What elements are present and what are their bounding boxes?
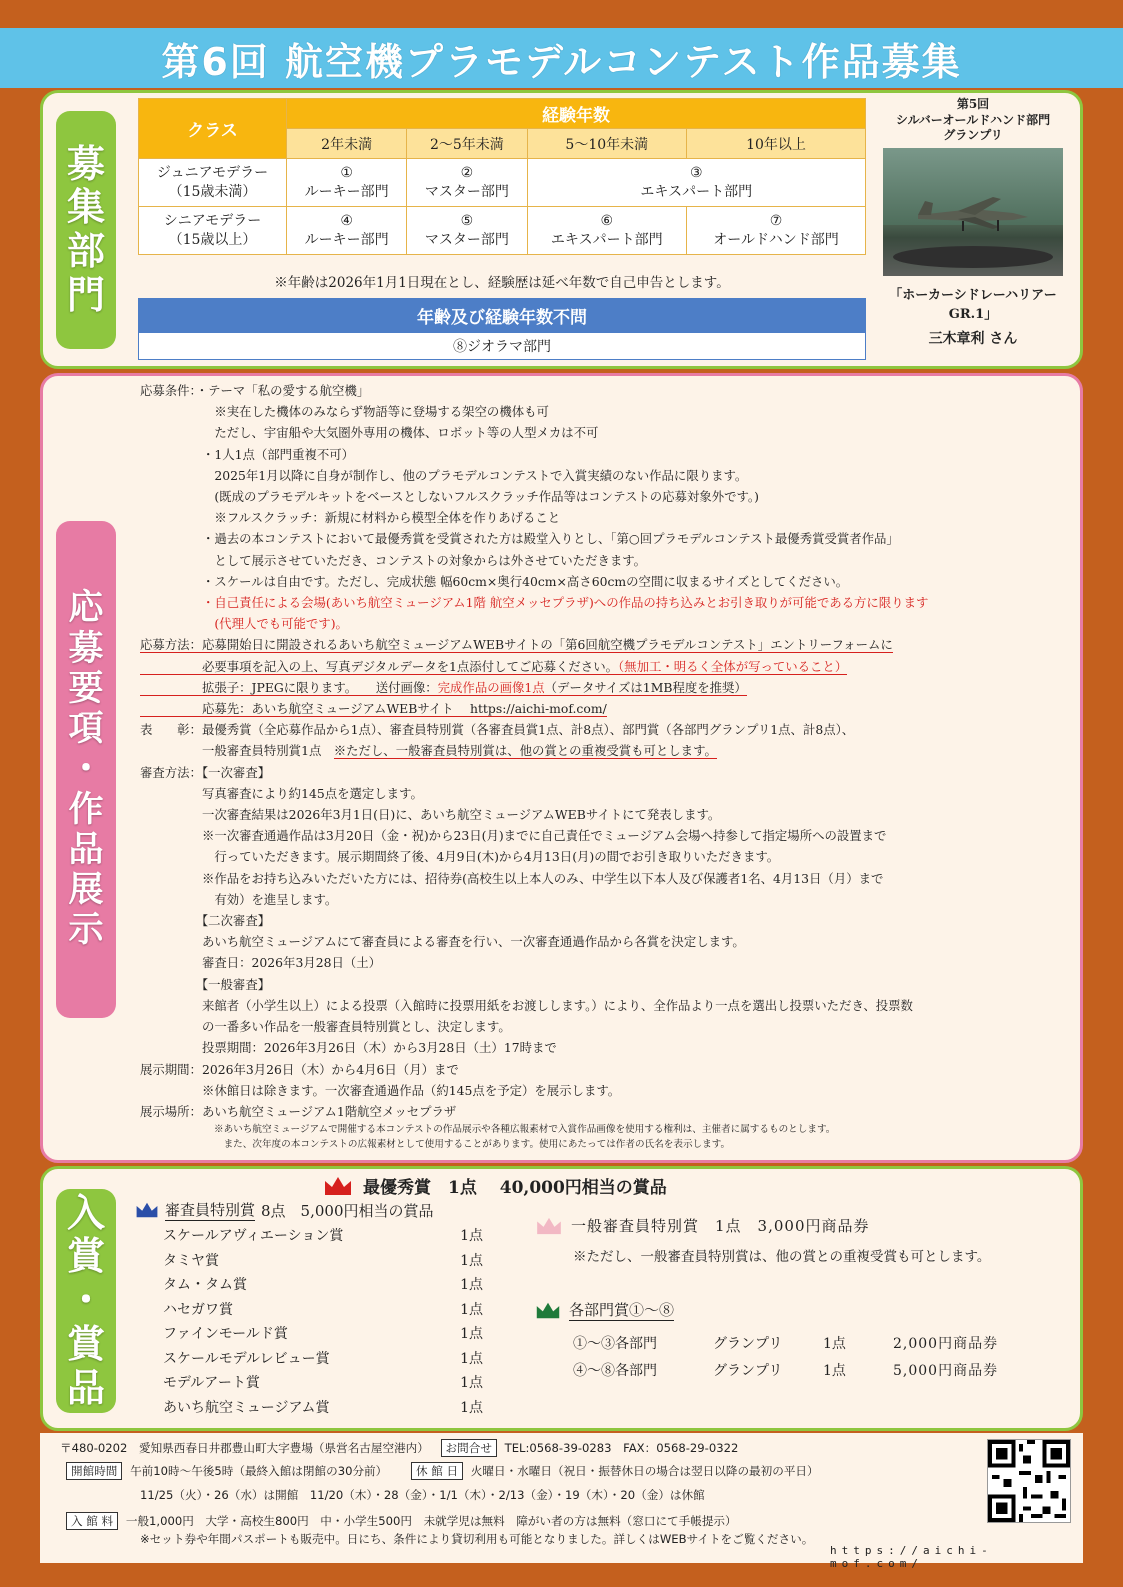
section-label-requirements: 応 募 要 項 ・ 作 品 展 示 [56,521,116,1018]
judging-line: 審査日：2026年3月28日（土） [140,955,382,971]
general-award: 一般審査員特別賞 1点 3,000円商品券 [535,1215,870,1236]
winner-model-photo [883,148,1063,276]
method-line: 拡張子：JPEGに限ります。 送付画像：完成作品の画像1点（データサイズは1MB程度を推奨） [140,679,747,695]
requirements-text [140,380,1075,1152]
award-line: 一般審査員特別賞1点 ※ただし、一般審査員特別賞は、他の賞との重複受賞も可とします。 [140,743,717,759]
previous-winner: 第5回 シルバーオールドハンド部門 グランプリ 「ホーカーシドレーハリアーGR.1」 三木章利 さん [873,97,1073,348]
footer-fee-note: ※セット券や年間パスポートも販売中。日にち、条件により貸切利用も可能となりました。詳しくはWEBサイトをご覧ください。 [140,1532,814,1546]
rights-note: ※あいち航空ミュージアムで開催する本コンテストの作品展示や各種広報素材で入賞作品画像を使用する権利は、主催者に属するものとします。 [214,1124,836,1136]
footer [40,1433,1083,1570]
category-rookie-senior: ④ ルーキー部門 [287,207,407,255]
winner-name: 三木章利 さん [928,330,1018,347]
method-line: 応募方法：応募開始日に開設されるあいち航空ミュージアムWEBサイトの「第6回航空機プラモデルコンテスト」エントリーフォームに [140,637,893,653]
general-award-note: ※ただし、一般審査員特別賞は、他の賞との重複受賞も可とします。 [573,1249,991,1265]
jet-model-icon [913,193,1033,233]
req-line: ※フルスクラッチ：新規に材料から模型全体を作りあげること [140,510,561,526]
qr-code-icon[interactable] [987,1439,1071,1523]
diorama-header: 年齢及び経験年数不問 [138,298,866,332]
judging-line: 来館者（小学生以上）による投票（入館時に投票用紙をお渡しします。）により、全作品より一点を選出し投票いただき、投票数 [140,997,913,1013]
judging-line: 投票期間：2026年3月26日（木）から3月28日（土）17時まで [140,1040,557,1056]
table-row: ④～⑧各部門 グランプリ 1点 5,000円商品券 [573,1362,999,1379]
awards-panel [40,1166,1083,1431]
judging-line: 有効）を進呈します。 [140,891,338,907]
list-item: ファインモールド賞 1点 [163,1326,483,1343]
req-line-red: ・自己責任による会場(あいち航空ミュージアム1階 航空メッセプラザ)への作品の持ち込みとお引き取りが可能である方に限ります [140,595,929,611]
section-label-awards: 入 賞 ・ 賞 品 [56,1189,116,1413]
judging-line: 【一般審査】 [140,976,271,992]
judging-line: 写真審査により約145点を選定します。 [140,785,423,801]
crown-icon-green [535,1301,561,1320]
contact-info: TEL:0568-39-0283 FAX：0568-29-0322 [504,1441,739,1455]
section-label-categories: 募 集 部 門 [56,111,116,349]
judging-line: の一番多い作品を一般審査員特別賞とし、決定します。 [140,1019,511,1035]
category-master-senior: ⑤ マスター部門 [407,207,527,255]
exhibit-line: 展示期間：2026年3月26日（木）から4月6日（月）まで [140,1061,459,1077]
list-item: モデルアート賞 1点 [163,1375,483,1392]
exp-col: 2～5年未満 [407,129,527,159]
category-oldhand-senior: ⑦ オールドハンド部門 [687,207,866,255]
footer-url[interactable]: https://aichi-mof.com/ [830,1544,993,1570]
age-note: ※年齢は2026年1月1日現在とし、経験歴は延べ年数で自己申告とします。 [274,275,730,291]
exhibit-line: ※休館日は除きます。一次審査通過作品（約145点を予定）を展示します。 [140,1082,621,1098]
list-item: スケールモデルレビュー賞 1点 [163,1350,483,1367]
footer-address-line: 〒480-0202 愛知県西春日井郡豊山町大字豊場（県営名古屋空港内） お問合せ TEL:0568-39-0283 FAX：0568-29-0322 [60,1441,739,1455]
category-rookie-junior: ① ルーキー部門 [287,159,407,207]
exp-col: 5～10年未満 [527,129,687,159]
department-award-header: 各部門賞①～⑧ [535,1299,674,1321]
judge-award-list [163,1223,483,1419]
judge-award-header: 審査員特別賞 8点 5,000円相当の賞品 [135,1199,434,1221]
list-item: ハセガワ賞 1点 [163,1301,483,1318]
judging-line: あいち航空ミュージアムにて審査員による審査を行い、一次審査通過作品から各賞を決定します。 [140,934,745,950]
req-line: 応募条件：・テーマ「私の愛する航空機」 [140,383,370,398]
judging-line: 一次審査結果は2026年3月1日(日)に、あいち航空ミュージアムWEBサイトにて発表します。 [140,807,721,823]
judging-line: 審査方法：【一次審査】 [140,764,271,780]
exhibit-line: 展示場所：あいち航空ミュージアム1階航空メッセプラザ [140,1103,457,1119]
req-line: ※実在した機体のみならず物語等に登場する架空の機体も可 [140,404,549,420]
req-line: ・スケールは自由です。ただし、完成状態 幅60cm×奥行40cm×高さ60cmの空間に収まるサイズとしてください。 [140,573,849,589]
category-master-junior: ② マスター部門 [407,159,527,207]
method-line: 必要事項を記入の上、写真デジタルデータを1点添付してご応募ください。（無加工・明るく全体が写っていること） [140,658,848,674]
judging-line: ※作品をお持ち込みいただいた方には、招待券(高校生以上本人のみ、中学生以下本人及び保護者1名、4月13日（月）まで [140,870,884,886]
exp-col: 10年以上 [687,129,866,159]
method-line [140,698,1075,719]
award-line: 表 彰：最優秀賞（全応募作品から1点）、審査員特別賞（各審査員賞1点、計8点）、部門賞（各部門グランプリ1点、計8点）、 [140,722,855,738]
page-title: 第6回 航空機プラモデルコンテスト作品募集 [161,39,962,84]
judging-line: ※一次審査通過作品は3月20日（金・祝)から23日(月)までに自己責任でミュージアム会場へ持参して指定場所への設置まで [140,828,887,844]
crown-icon-blue [135,1201,159,1219]
category-expert-junior: ③ エキスパート部門 [527,159,865,207]
footer-fee-line: 入 館 料 一般1,000円 大学・高校生800円 中・小学生500円 未就学児は無料 障がい者の方は無料（窓口にて手帳提示） [66,1512,737,1530]
department-award-table [573,1329,1043,1383]
requirements-panel [40,373,1083,1163]
grand-prize: 最優秀賞 1点 40,000円相当の賞品 [323,1173,667,1198]
title-bar [0,28,1123,88]
list-item: あいち航空ミュージアム賞 1点 [163,1399,483,1416]
footer-closed-dates: 11/25（火）・26（水）は開館 11/20（木）・28（金）・1/1（木）・2/13（金）・19（木）・20（金）は休館 [140,1488,705,1502]
diorama-category: ⑧ジオラマ部門 [138,332,866,360]
req-line: (既成のプラモデルキットをベースとしないフルスクラッチ作品等はコンテストの応募対象外です。) [140,489,759,505]
judging-line: 行っていただきます。展示期間終了後、4月9日(木)から4月13日(月)の間でお引き取りいただきます。 [140,849,780,865]
exp-col: 2年未満 [287,129,407,159]
req-line: ただし、宇宙船や大気圏外専用の機体、ロボット等の人型メカは不可 [140,425,599,441]
req-line: 2025年1月以降に自身が制作し、他のプラモデルコンテストで入賞実績のない作品に限ります。 [140,467,748,483]
senior-label: シニアモデラー （15歳以上） [139,207,287,255]
table-row: ①～③各部門 グランプリ 1点 2,000円商品券 [573,1335,999,1352]
footer-hours-line: 開館時間 午前10時～午後5時（最終入館は閉館の30分前） 休 館 日 火曜日・水曜日（祝日・振替休日の場合は翌日以降の最初の平日） [66,1462,819,1480]
list-item: スケールアヴィエーション賞 1点 [163,1228,483,1245]
recruitment-categories-panel [40,90,1083,369]
category-table [138,98,866,255]
junior-label: ジュニアモデラー （15歳未満） [139,159,287,207]
category-expert-senior: ⑥ エキスパート部門 [527,207,687,255]
req-line: ・1人1点（部門重複不可） [140,446,355,462]
list-item: タム・タム賞 1点 [163,1277,483,1294]
winner-title: 「ホーカーシドレーハリアーGR.1」 [889,287,1057,322]
experience-header: 経験年数 [287,99,866,129]
crown-icon-pink [535,1216,563,1236]
req-line-red: (代理人でも可能です)。 [140,616,348,632]
req-line: ・過去の本コンテストにおいて最優秀賞を受賞された方は殿堂入りとし、「第○回プラモデルコンテスト最優秀賞受賞者作品」 [140,531,899,547]
rights-note: また、次年度の本コンテストの広報素材として使用することがあります。使用にあたっては作者の氏名を表示します。 [214,1139,731,1151]
req-line: として展示させていただき、コンテストの対象からは外させていただきます。 [140,552,647,568]
list-item: タミヤ賞 1点 [163,1252,483,1269]
crown-icon-red [323,1175,353,1197]
class-header: クラス [139,99,287,159]
website-link[interactable]: 応募先：あいち航空ミュージアムWEBサイト https://aichi-mof.com/ [140,701,607,717]
judging-line: 【二次審査】 [140,913,271,929]
